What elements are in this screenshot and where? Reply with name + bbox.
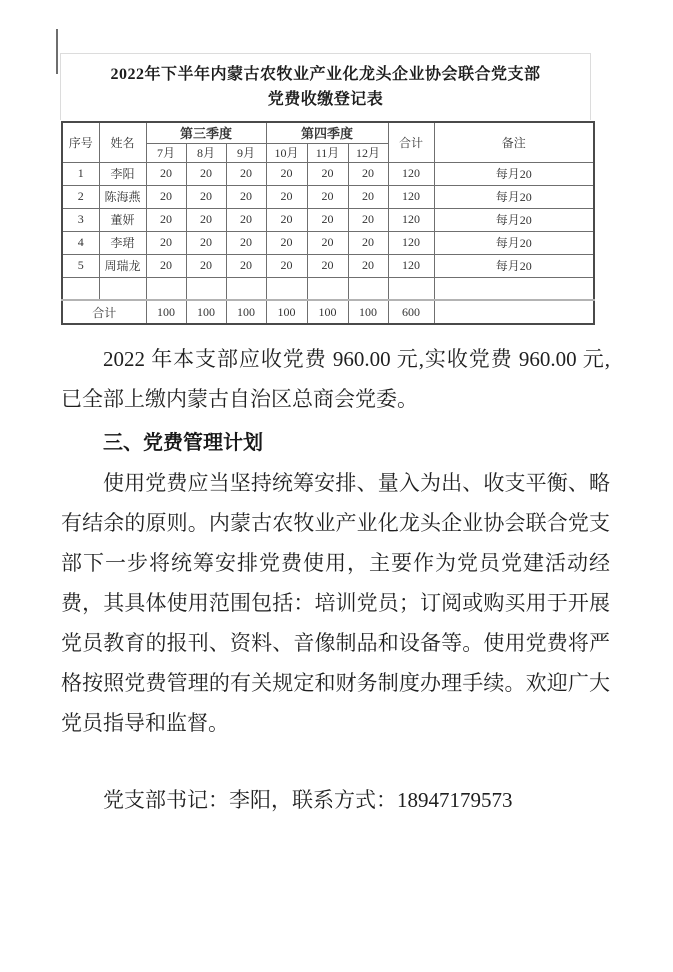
cell-month-value: 20: [186, 162, 226, 185]
cell-month-value: 20: [146, 208, 186, 231]
contact-line: 党支部书记：李阳，联系方式：18947179573: [103, 788, 513, 812]
cell-month-value: 20: [186, 208, 226, 231]
table-row: [62, 208, 594, 231]
cell-total-month: 100: [146, 300, 186, 324]
cell-remark: 每月20: [434, 231, 594, 254]
cell-name: [99, 277, 146, 300]
cell-total-month: 100: [186, 300, 226, 324]
cell-total-label: 合计: [62, 300, 146, 324]
cell-index: 4: [62, 231, 99, 254]
cell-month-value: 20: [348, 162, 388, 185]
cell-month-value: 20: [348, 208, 388, 231]
section-heading-fee-management: 三、党费管理计划: [103, 432, 263, 454]
paragraph-fee-summary: 2022 年本支部应收党费 960.00 元,实收党费 960.00 元,已全部上缴内蒙古自治区总商会党委。: [61, 347, 610, 411]
cell-row-total: 120: [388, 208, 434, 231]
table-row: [62, 231, 594, 254]
cell-month-value: 20: [146, 162, 186, 185]
document-body: [61, 323, 610, 815]
cell-month-value: 20: [146, 231, 186, 254]
cell-month-value: [186, 277, 226, 300]
cell-month-value: 20: [186, 231, 226, 254]
document-title-line1: 2022年下半年内蒙古农牧业产业化龙头企业协会联合党支部: [110, 66, 541, 83]
cell-total-month: 100: [307, 300, 348, 324]
fee-register-table: [61, 121, 595, 325]
paragraph-fee-usage-plan: 使用党费应当坚持统筹安排、量入为出、收支平衡、略有结余的原则。内蒙古农牧业产业化龙头企业协会联合党支部下一步将统筹安排党费使用，主要作为党员党建活动经费，其具体使用范围包括：培训党员；订阅或购买用于开展党员教育的报刊、资料、音像制品和设备等。使用党费将严格按照党费管理的有关规定和财务制度办理手续。欢迎广大党员指导和监督。: [61, 471, 610, 735]
cell-month-value: 20: [307, 208, 348, 231]
cell-month-value: 20: [186, 254, 226, 277]
document-title-box: [60, 53, 591, 120]
cell-month-value: 20: [266, 231, 307, 254]
cell-month-value: 20: [348, 231, 388, 254]
table-row: [62, 162, 594, 185]
cell-month-value: [266, 277, 307, 300]
cell-total-sum: 600: [388, 300, 434, 324]
cell-name: 董妍: [99, 208, 146, 231]
cell-month-value: 20: [226, 231, 266, 254]
col-header-month-sep: 9月: [226, 143, 266, 162]
cell-month-value: 20: [226, 162, 266, 185]
cell-remark: 每月20: [434, 254, 594, 277]
cell-total-remark: [434, 300, 594, 324]
cell-month-value: 20: [348, 254, 388, 277]
col-header-name: 姓名: [99, 122, 146, 162]
cell-row-total: [388, 277, 434, 300]
table-row: [62, 254, 594, 277]
cell-month-value: 20: [226, 185, 266, 208]
cell-index: 1: [62, 162, 99, 185]
cell-index: [62, 277, 99, 300]
cell-month-value: [348, 277, 388, 300]
cell-name: 李阳: [99, 162, 146, 185]
col-header-month-dec: 12月: [348, 143, 388, 162]
cell-total-month: 100: [348, 300, 388, 324]
cell-month-value: [307, 277, 348, 300]
table-total-row: [62, 300, 594, 324]
cell-month-value: 20: [307, 254, 348, 277]
cell-name: 周瑞龙: [99, 254, 146, 277]
cell-month-value: 20: [266, 254, 307, 277]
cell-row-total: 120: [388, 254, 434, 277]
col-header-month-oct: 10月: [266, 143, 307, 162]
cell-row-total: 120: [388, 162, 434, 185]
text-cursor: [56, 29, 58, 74]
cell-row-total: 120: [388, 185, 434, 208]
cell-month-value: 20: [146, 254, 186, 277]
cell-index: 2: [62, 185, 99, 208]
table-row-empty: [62, 277, 594, 300]
col-header-quarter4: 第四季度: [266, 122, 388, 143]
cell-month-value: 20: [226, 208, 266, 231]
cell-month-value: 20: [348, 185, 388, 208]
cell-month-value: [146, 277, 186, 300]
col-header-index: 序号: [62, 122, 99, 162]
document-title-line2: 党费收缴登记表: [267, 91, 384, 108]
cell-row-total: 120: [388, 231, 434, 254]
cell-total-month: 100: [266, 300, 307, 324]
col-header-remark: 备注: [434, 122, 594, 162]
cell-month-value: [226, 277, 266, 300]
cell-month-value: 20: [307, 185, 348, 208]
cell-month-value: 20: [266, 208, 307, 231]
cell-remark: 每月20: [434, 162, 594, 185]
cell-month-value: 20: [307, 231, 348, 254]
col-header-month-jul: 7月: [146, 143, 186, 162]
cell-remark: [434, 277, 594, 300]
table-row: [62, 185, 594, 208]
cell-remark: 每月20: [434, 208, 594, 231]
cell-name: 陈海燕: [99, 185, 146, 208]
cell-name: 李珺: [99, 231, 146, 254]
cell-month-value: 20: [307, 162, 348, 185]
cell-index: 3: [62, 208, 99, 231]
col-header-quarter3: 第三季度: [146, 122, 266, 143]
col-header-month-aug: 8月: [186, 143, 226, 162]
cell-month-value: 20: [266, 185, 307, 208]
cell-total-month: 100: [226, 300, 266, 324]
cell-month-value: 20: [266, 162, 307, 185]
col-header-month-nov: 11月: [307, 143, 348, 162]
col-header-total: 合计: [388, 122, 434, 162]
cell-remark: 每月20: [434, 185, 594, 208]
cell-month-value: 20: [186, 185, 226, 208]
cell-month-value: 20: [226, 254, 266, 277]
cell-month-value: 20: [146, 185, 186, 208]
cell-index: 5: [62, 254, 99, 277]
